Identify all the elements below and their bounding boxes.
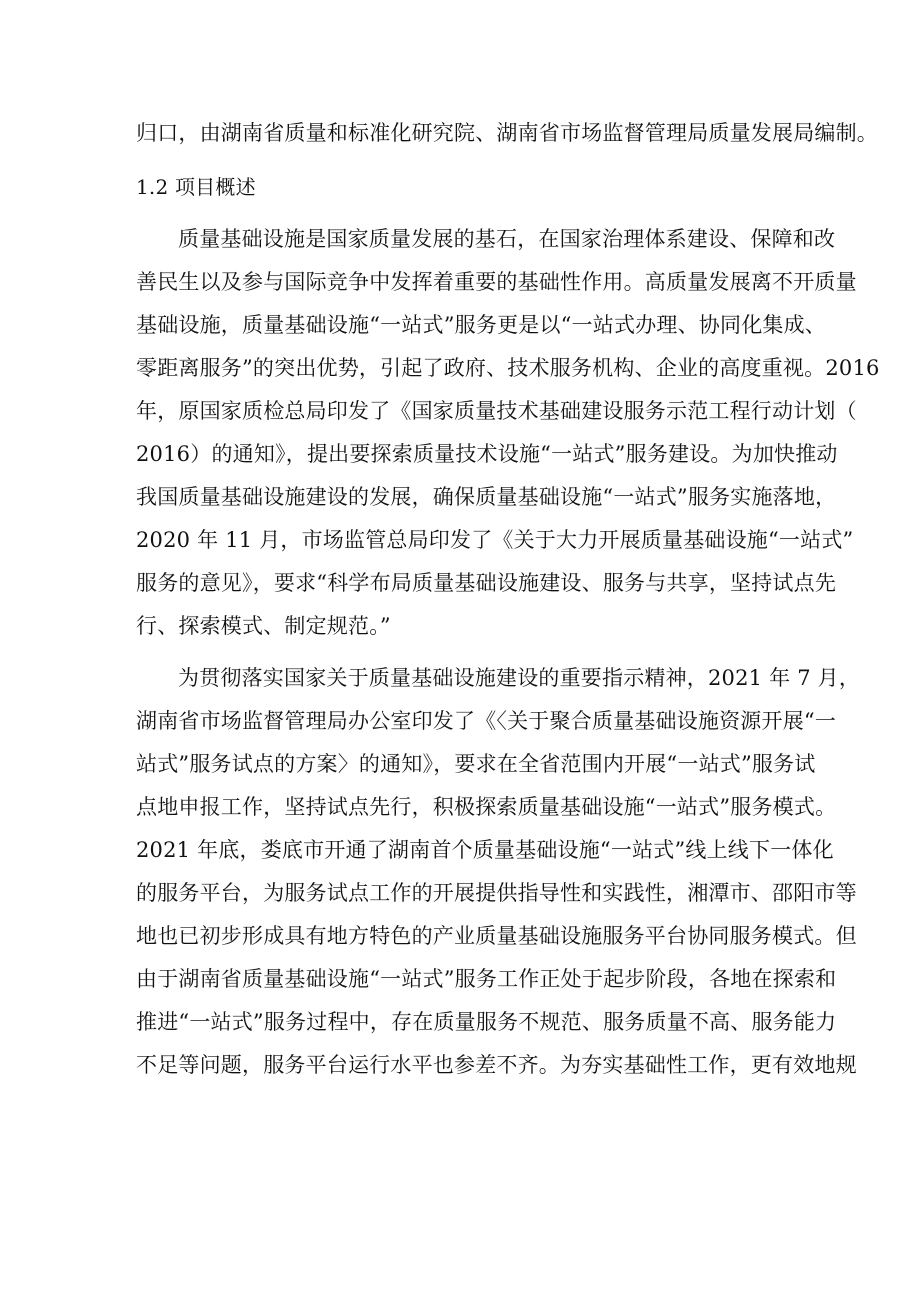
paragraph-1-line-9: 服务的意见》，要求“科学布局质量基础设施建设、服务与共享，坚持试点先 bbox=[136, 571, 837, 595]
paragraph-1-line-6: 2016）的通知》，提出要探索质量技术设施“一站式”服务建设。为加快推动 bbox=[136, 442, 838, 466]
text-line-continuation: 归口，由湖南省质量和标准化研究院、湖南省市场监督管理局质量发展局编制。 bbox=[136, 121, 878, 145]
paragraph-1-line-1: 质量基础设施是国家质量发展的基石，在国家治理体系建设、保障和改 bbox=[178, 227, 836, 251]
paragraph-2-line-5: 2021 年底，娄底市开通了湖南首个质量基础设施“一站式”线上线下一体化 bbox=[136, 838, 834, 862]
paragraph-2-line-1: 为贯彻落实国家关于质量基础设施建设的重要指示精神，2021 年 7 月， bbox=[178, 666, 861, 690]
section-heading: 1.2 项目概述 bbox=[136, 175, 256, 199]
paragraph-1-line-2: 善民生以及参与国际竞争中发挥着重要的基础性作用。高质量发展离不开质量 bbox=[136, 270, 857, 294]
paragraph-2-line-9: 推进“一站式”服务过程中，存在质量服务不规范、服务质量不高、服务能力 bbox=[136, 1010, 837, 1034]
paragraph-2-line-2: 湖南省市场监督管理局办公室印发了《〈关于聚合质量基础设施资源开展“一 bbox=[136, 709, 837, 733]
paragraph-2-line-3: 站式”服务试点的方案〉的通知》，要求在全省范围内开展“一站式”服务试 bbox=[136, 752, 816, 776]
paragraph-1-line-8: 2020 年 11 月，市场监管总局印发了《关于大力开展质量基础设施“一站式” bbox=[136, 528, 854, 552]
paragraph-2-line-8: 由于湖南省质量基础设施“一站式”服务工作正处于起步阶段，各地在探索和 bbox=[136, 967, 837, 991]
paragraph-1-line-5: 年，原国家质检总局印发了《国家质量技术基础建设服务示范工程行动计划（ bbox=[136, 399, 857, 423]
paragraph-1-line-3: 基础设施，质量基础设施“一站式”服务更是以“一站式办理、协同化集成、 bbox=[136, 313, 827, 337]
paragraph-2-line-10: 不足等问题，服务平台运行水平也参差不齐。为夯实基础性工作，更有效地规 bbox=[136, 1053, 857, 1077]
paragraph-2-line-4: 点地申报工作，坚持试点先行，积极探索质量基础设施“一站式”服务模式。 bbox=[136, 795, 837, 819]
paragraph-1-line-4: 零距离服务”的突出优势，引起了政府、技术服务机构、企业的高度重视。2016 bbox=[136, 356, 880, 380]
paragraph-2-line-6: 的服务平台，为服务试点工作的开展提供指导性和实践性，湘潭市、邵阳市等 bbox=[136, 881, 857, 905]
paragraph-1-line-10: 行、探索模式、制定规范。” bbox=[136, 614, 391, 638]
paragraph-2-line-7: 地也已初步形成具有地方特色的产业质量基础设施服务平台协同服务模式。但 bbox=[136, 924, 857, 948]
paragraph-1-line-7: 我国质量基础设施建设的发展，确保质量基础设施“一站式”服务实施落地， bbox=[136, 485, 837, 509]
